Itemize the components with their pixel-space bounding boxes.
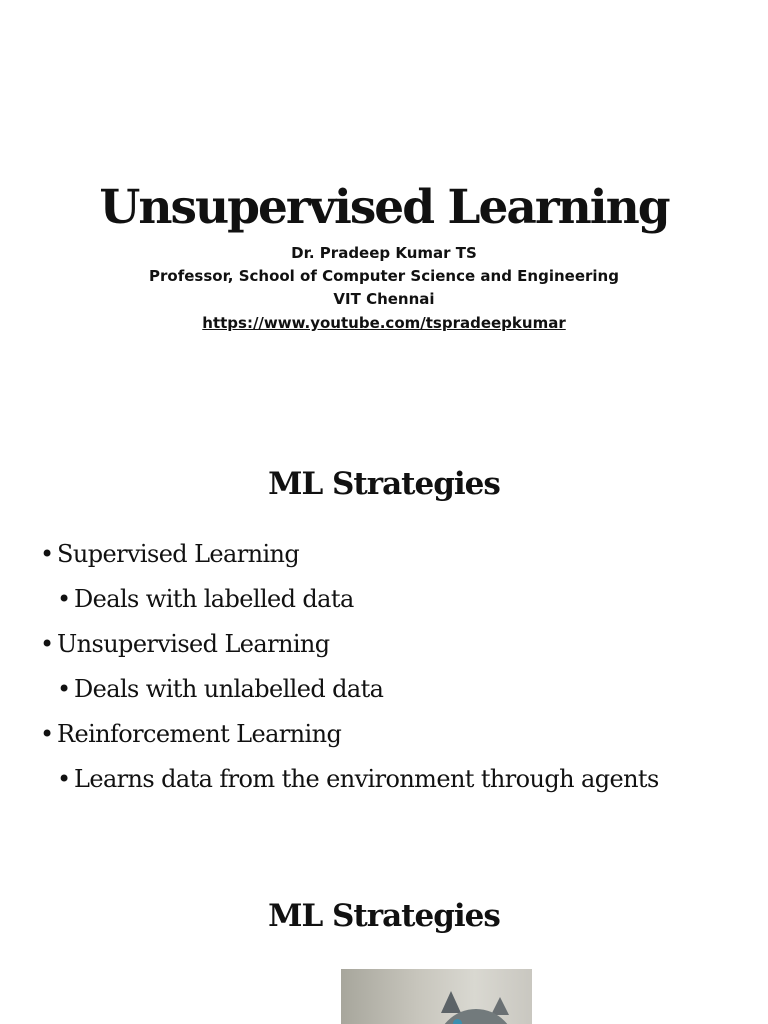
cat-ear-shape <box>441 991 461 1013</box>
bullet-text: Reinforcement Learning <box>57 720 342 748</box>
bullet-item <box>40 761 659 806</box>
bullet-dot: • <box>40 540 54 568</box>
author-role: Professor, School of Computer Science and Engineering <box>149 267 619 285</box>
author-name: Dr. Pradeep Kumar TS <box>291 244 477 262</box>
bullet-item <box>40 536 659 581</box>
cat-photo-icon <box>341 969 532 1024</box>
section-title: ML Strategies <box>268 466 500 502</box>
bullet-dot: • <box>57 675 71 703</box>
bullet-text: Deals with unlabelled data <box>74 675 384 703</box>
slide-ml-strategies <box>0 432 768 852</box>
bullet-text: Supervised Learning <box>57 540 300 568</box>
bullet-item <box>40 626 659 671</box>
author-organization: VIT Chennai <box>333 290 435 308</box>
bullet-text: Deals with labelled data <box>74 585 354 613</box>
bullet-text: Unsupervised Learning <box>57 630 330 658</box>
section-title: ML Strategies <box>268 898 500 934</box>
bullet-dot: • <box>40 630 54 658</box>
bullet-item <box>40 581 659 626</box>
bullet-list <box>40 536 659 806</box>
bullet-text: Learns data from the environment through agents <box>74 765 659 793</box>
slide-title <box>0 0 768 420</box>
cat-eye-shape <box>453 1019 462 1024</box>
youtube-link[interactable]: https://www.youtube.com/tspradeepkumar <box>202 314 566 332</box>
bullet-dot: • <box>57 765 71 793</box>
bullet-item <box>40 716 659 761</box>
bullet-dot: • <box>57 585 71 613</box>
bullet-dot: • <box>40 720 54 748</box>
slide-ml-strategies-2 <box>0 864 768 1024</box>
bullet-item <box>40 671 659 716</box>
presentation-title: Unsupervised Learning <box>99 180 669 235</box>
